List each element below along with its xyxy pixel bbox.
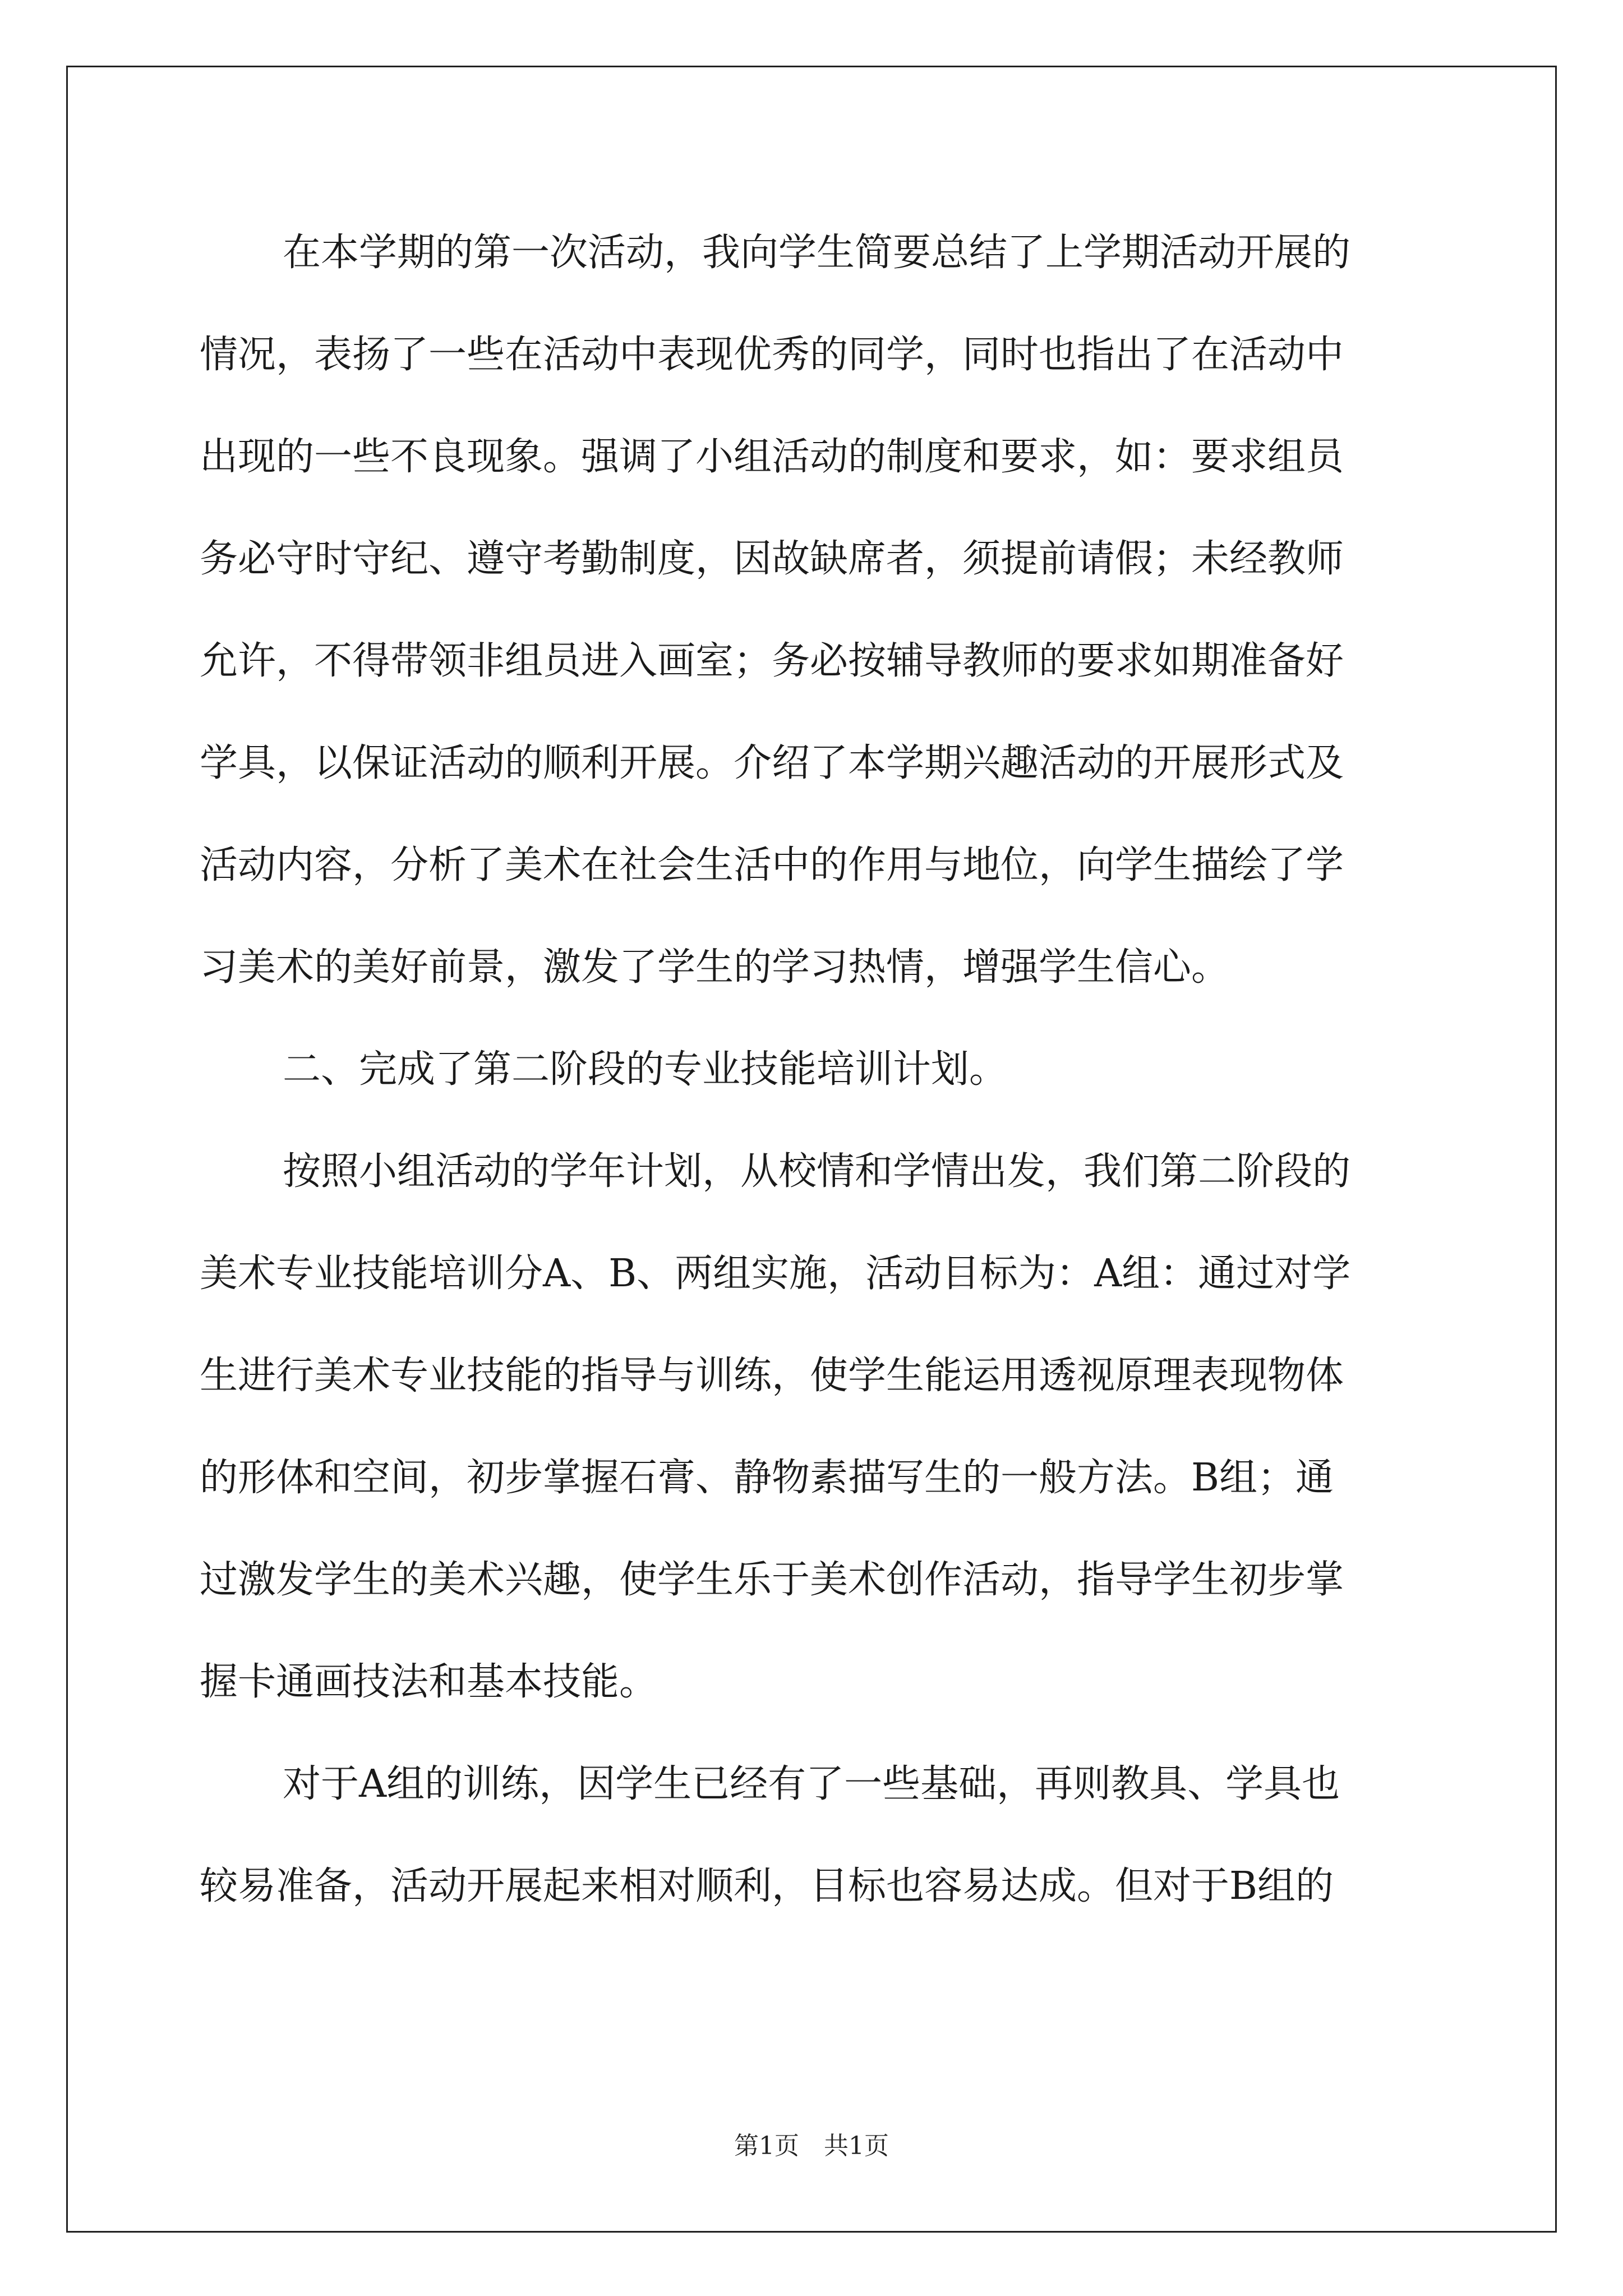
text-line-8: 习美术的美好前景，激发了学生的学习热情，增强学生信心。 [200, 945, 1230, 990]
text-line-16: 对于A组的训练，因学生已经有了一些基础，再则教具、学具也 [283, 1762, 1340, 1806]
section-heading: 二、完成了第二阶段的专业技能培训计划。 [283, 1047, 1008, 1092]
text-line-2: 情况，表扬了一些在活动中表现优秀的同学，同时也指出了在活动中 [200, 333, 1344, 377]
text-line-12: 生进行美术专业技能的指导与训练，使学生能运用透视原理表现物体 [200, 1354, 1344, 1398]
text-line-10: 按照小组活动的学年计划，从校情和学情出发，我们第二阶段的 [283, 1149, 1351, 1194]
text-line-15: 握卡通画技法和基本技能。 [200, 1660, 658, 1704]
text-line-13: 的形体和空间，初步掌握石膏、静物素描写生的一般方法。B组；通 [200, 1456, 1334, 1500]
text-line-3: 出现的一些不良现象。强调了小组活动的制度和要求，如：要求组员 [200, 435, 1344, 479]
text-line-5: 允许，不得带领非组员进入画室；务必按辅导教师的要求如期准备好 [200, 639, 1344, 683]
text-line-1: 在本学期的第一次活动，我向学生简要总结了上学期活动开展的 [283, 231, 1351, 275]
text-line-11: 美术专业技能培训分A、B、两组实施，活动目标为：A组：通过对学 [200, 1251, 1351, 1296]
document-body [200, 202, 1424, 1938]
text-line-17: 较易准备，活动开展起来相对顺利，目标也容易达成。但对于B组的 [200, 1864, 1334, 1908]
text-line-4: 务必守时守纪、遵守考勤制度，因故缺席者，须提前请假；未经教师 [200, 537, 1344, 581]
page-footer: 第1页 共1页 [734, 2132, 889, 2160]
text-line-7: 活动内容，分析了美术在社会生活中的作用与地位，向学生描绘了学 [200, 843, 1344, 887]
text-line-6: 学具，以保证活动的顺利开展。介绍了本学期兴趣活动的开展形式及 [200, 741, 1344, 785]
text-line-14: 过激发学生的美术兴趣，使学生乐于美术创作活动，指导学生初步掌 [200, 1558, 1344, 1602]
